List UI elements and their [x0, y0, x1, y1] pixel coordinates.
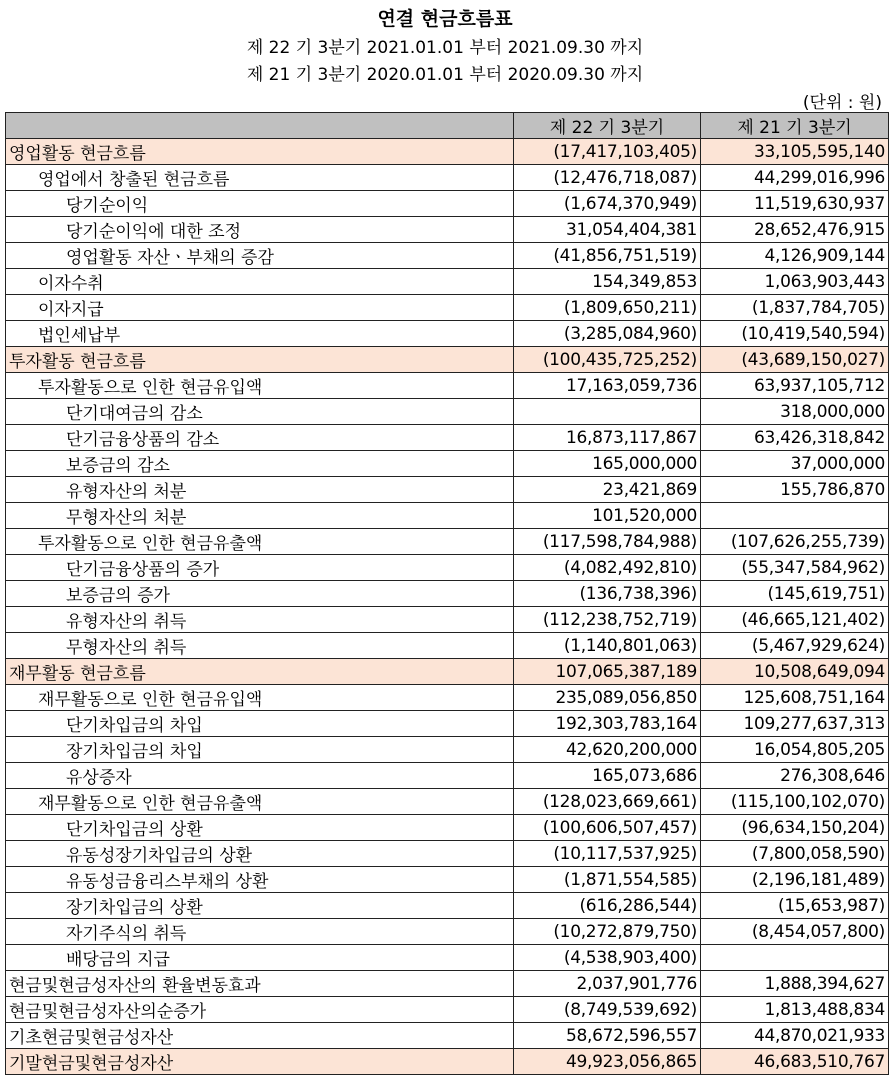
value-current: (10,272,879,750) — [514, 919, 701, 945]
row-label: 현금및현금성자산의 환율변동효과 — [6, 971, 514, 997]
unit-label: (단위 : 원) — [802, 93, 882, 113]
value-current: 165,000,000 — [514, 451, 701, 477]
value-prior: (55,347,584,962) — [701, 555, 889, 581]
value-prior: (2,196,181,489) — [701, 867, 889, 893]
table-row — [6, 763, 889, 789]
table-row — [6, 867, 889, 893]
current-period: 제 22 기 3분기 2021.01.01 부터 2021.09.30 까지 — [246, 38, 644, 58]
value-prior: (10,419,540,594) — [701, 321, 889, 347]
row-label: 보증금의 증가 — [6, 581, 514, 607]
row-label: 영업활동 자산ㆍ부채의 증감 — [6, 243, 514, 269]
row-label: 단기차입금의 차입 — [6, 711, 514, 737]
row-label: 장기차입금의 차입 — [6, 737, 514, 763]
table-row — [6, 919, 889, 945]
value-current: (1,140,801,063) — [514, 633, 701, 659]
value-current: (4,538,903,400) — [514, 945, 701, 971]
value-current: 165,073,686 — [514, 763, 701, 789]
row-label: 영업에서 창출된 현금흐름 — [6, 165, 514, 191]
row-label: 당기순이익 — [6, 191, 514, 217]
table-row — [6, 503, 889, 529]
value-prior: (96,634,150,204) — [701, 815, 889, 841]
table-row — [6, 581, 889, 607]
row-label: 자기주식의 취득 — [6, 919, 514, 945]
value-prior: (43,689,150,027) — [701, 347, 889, 373]
value-current: 235,089,056,850 — [514, 685, 701, 711]
value-current: (100,606,507,457) — [514, 815, 701, 841]
value-prior: (15,653,987) — [701, 893, 889, 919]
row-label: 유형자산의 취득 — [6, 607, 514, 633]
table-row — [6, 165, 889, 191]
row-label: 이자수취 — [6, 269, 514, 295]
header-item — [6, 113, 514, 139]
row-label: 단기대여금의 감소 — [6, 399, 514, 425]
value-current: 17,163,059,736 — [514, 373, 701, 399]
row-label: 재무활동으로 인한 현금유입액 — [6, 685, 514, 711]
row-label: 투자활동으로 인한 현금유입액 — [6, 373, 514, 399]
table-row — [6, 139, 889, 165]
row-label: 유동성장기차입금의 상환 — [6, 841, 514, 867]
table-row — [6, 815, 889, 841]
value-prior: 109,277,637,313 — [701, 711, 889, 737]
row-label: 무형자산의 취득 — [6, 633, 514, 659]
table-row — [6, 399, 889, 425]
value-current: (4,082,492,810) — [514, 555, 701, 581]
value-current: 49,923,056,865 — [514, 1049, 701, 1075]
value-current: (1,871,554,585) — [514, 867, 701, 893]
table-row — [6, 841, 889, 867]
value-prior: 16,054,805,205 — [701, 737, 889, 763]
value-current: 42,620,200,000 — [514, 737, 701, 763]
table-row — [6, 555, 889, 581]
table-row — [6, 425, 889, 451]
row-label: 단기차입금의 상환 — [6, 815, 514, 841]
table-row — [6, 633, 889, 659]
table-row — [6, 1023, 889, 1049]
value-prior: 28,652,476,915 — [701, 217, 889, 243]
value-current: (41,856,751,519) — [514, 243, 701, 269]
row-label: 기초현금및현금성자산 — [6, 1023, 514, 1049]
row-label: 현금및현금성자산의순증가 — [6, 997, 514, 1023]
value-prior: (46,665,121,402) — [701, 607, 889, 633]
value-current: (136,738,396) — [514, 581, 701, 607]
row-label: 투자활동으로 인한 현금유출액 — [6, 529, 514, 555]
value-current: (3,285,084,960) — [514, 321, 701, 347]
row-label: 무형자산의 처분 — [6, 503, 514, 529]
value-current: (100,435,725,252) — [514, 347, 701, 373]
row-label: 기말현금및현금성자산 — [6, 1049, 514, 1075]
row-label: 영업활동 현금흐름 — [6, 139, 514, 165]
value-prior: (107,626,255,739) — [701, 529, 889, 555]
value-current — [514, 399, 701, 425]
value-prior: 1,063,903,443 — [701, 269, 889, 295]
table-row — [6, 217, 889, 243]
statement-title: 연결 현금흐름표 — [377, 8, 513, 30]
value-prior: 37,000,000 — [701, 451, 889, 477]
value-current: 31,054,404,381 — [514, 217, 701, 243]
table-row — [6, 971, 889, 997]
value-current: (17,417,103,405) — [514, 139, 701, 165]
value-prior: 318,000,000 — [701, 399, 889, 425]
value-prior: 33,105,595,140 — [701, 139, 889, 165]
value-current: (117,598,784,988) — [514, 529, 701, 555]
table-row — [6, 529, 889, 555]
row-label: 이자지급 — [6, 295, 514, 321]
table-row — [6, 191, 889, 217]
row-label: 장기차입금의 상환 — [6, 893, 514, 919]
value-prior: (1,837,784,705) — [701, 295, 889, 321]
value-current: (10,117,537,925) — [514, 841, 701, 867]
value-current: 154,349,853 — [514, 269, 701, 295]
table-row — [6, 893, 889, 919]
row-label: 법인세납부 — [6, 321, 514, 347]
value-prior: 155,786,870 — [701, 477, 889, 503]
value-prior: 63,426,318,842 — [701, 425, 889, 451]
value-prior: 44,870,021,933 — [701, 1023, 889, 1049]
value-prior: (145,619,751) — [701, 581, 889, 607]
table-row — [6, 997, 889, 1023]
value-prior: 4,126,909,144 — [701, 243, 889, 269]
value-prior: 276,308,646 — [701, 763, 889, 789]
table-row — [6, 1049, 889, 1075]
value-current: 107,065,387,189 — [514, 659, 701, 685]
table-row — [6, 711, 889, 737]
prior-period: 제 21 기 3분기 2020.01.01 부터 2020.09.30 까지 — [246, 65, 644, 85]
value-prior: (8,454,057,800) — [701, 919, 889, 945]
row-label: 유동성금융리스부채의 상환 — [6, 867, 514, 893]
value-prior: 11,519,630,937 — [701, 191, 889, 217]
value-prior: 10,508,649,094 — [701, 659, 889, 685]
table-row — [6, 477, 889, 503]
value-prior: 1,888,394,627 — [701, 971, 889, 997]
value-current: 23,421,869 — [514, 477, 701, 503]
value-current: 58,672,596,557 — [514, 1023, 701, 1049]
row-label: 단기금융상품의 감소 — [6, 425, 514, 451]
table-row — [6, 269, 889, 295]
row-label: 보증금의 감소 — [6, 451, 514, 477]
value-current: 192,303,783,164 — [514, 711, 701, 737]
value-current: (616,286,544) — [514, 893, 701, 919]
table-row — [6, 659, 889, 685]
row-label: 투자활동 현금흐름 — [6, 347, 514, 373]
row-label: 단기금융상품의 증가 — [6, 555, 514, 581]
value-prior — [701, 945, 889, 971]
cash-flow-table — [5, 112, 889, 1075]
value-prior: 44,299,016,996 — [701, 165, 889, 191]
value-prior: 125,608,751,164 — [701, 685, 889, 711]
value-current: 101,520,000 — [514, 503, 701, 529]
row-label: 유상증자 — [6, 763, 514, 789]
value-prior: 1,813,488,834 — [701, 997, 889, 1023]
table-row — [6, 451, 889, 477]
value-current: (112,238,752,719) — [514, 607, 701, 633]
value-prior: (5,467,929,624) — [701, 633, 889, 659]
row-label: 유형자산의 처분 — [6, 477, 514, 503]
value-prior: 63,937,105,712 — [701, 373, 889, 399]
row-label: 당기순이익에 대한 조정 — [6, 217, 514, 243]
row-label: 재무활동으로 인한 현금유출액 — [6, 789, 514, 815]
value-current: (12,476,718,087) — [514, 165, 701, 191]
value-prior — [701, 503, 889, 529]
value-current: 2,037,901,776 — [514, 971, 701, 997]
row-label: 재무활동 현금흐름 — [6, 659, 514, 685]
value-current: (8,749,539,692) — [514, 997, 701, 1023]
value-prior: (115,100,102,070) — [701, 789, 889, 815]
table-row — [6, 789, 889, 815]
table-row — [6, 347, 889, 373]
table-row — [6, 607, 889, 633]
table-row — [6, 945, 889, 971]
value-prior: 46,683,510,767 — [701, 1049, 889, 1075]
row-label: 배당금의 지급 — [6, 945, 514, 971]
value-current: 16,873,117,867 — [514, 425, 701, 451]
header-current: 제 22 기 3분기 — [514, 113, 701, 139]
table-row — [6, 243, 889, 269]
value-prior: (7,800,058,590) — [701, 841, 889, 867]
table-row — [6, 737, 889, 763]
value-current: (1,674,370,949) — [514, 191, 701, 217]
value-current: (128,023,669,661) — [514, 789, 701, 815]
table-row — [6, 685, 889, 711]
table-row — [6, 373, 889, 399]
header-row — [6, 113, 889, 139]
table-row — [6, 295, 889, 321]
value-current: (1,809,650,211) — [514, 295, 701, 321]
table-row — [6, 321, 889, 347]
header-prior: 제 21 기 3분기 — [701, 113, 889, 139]
